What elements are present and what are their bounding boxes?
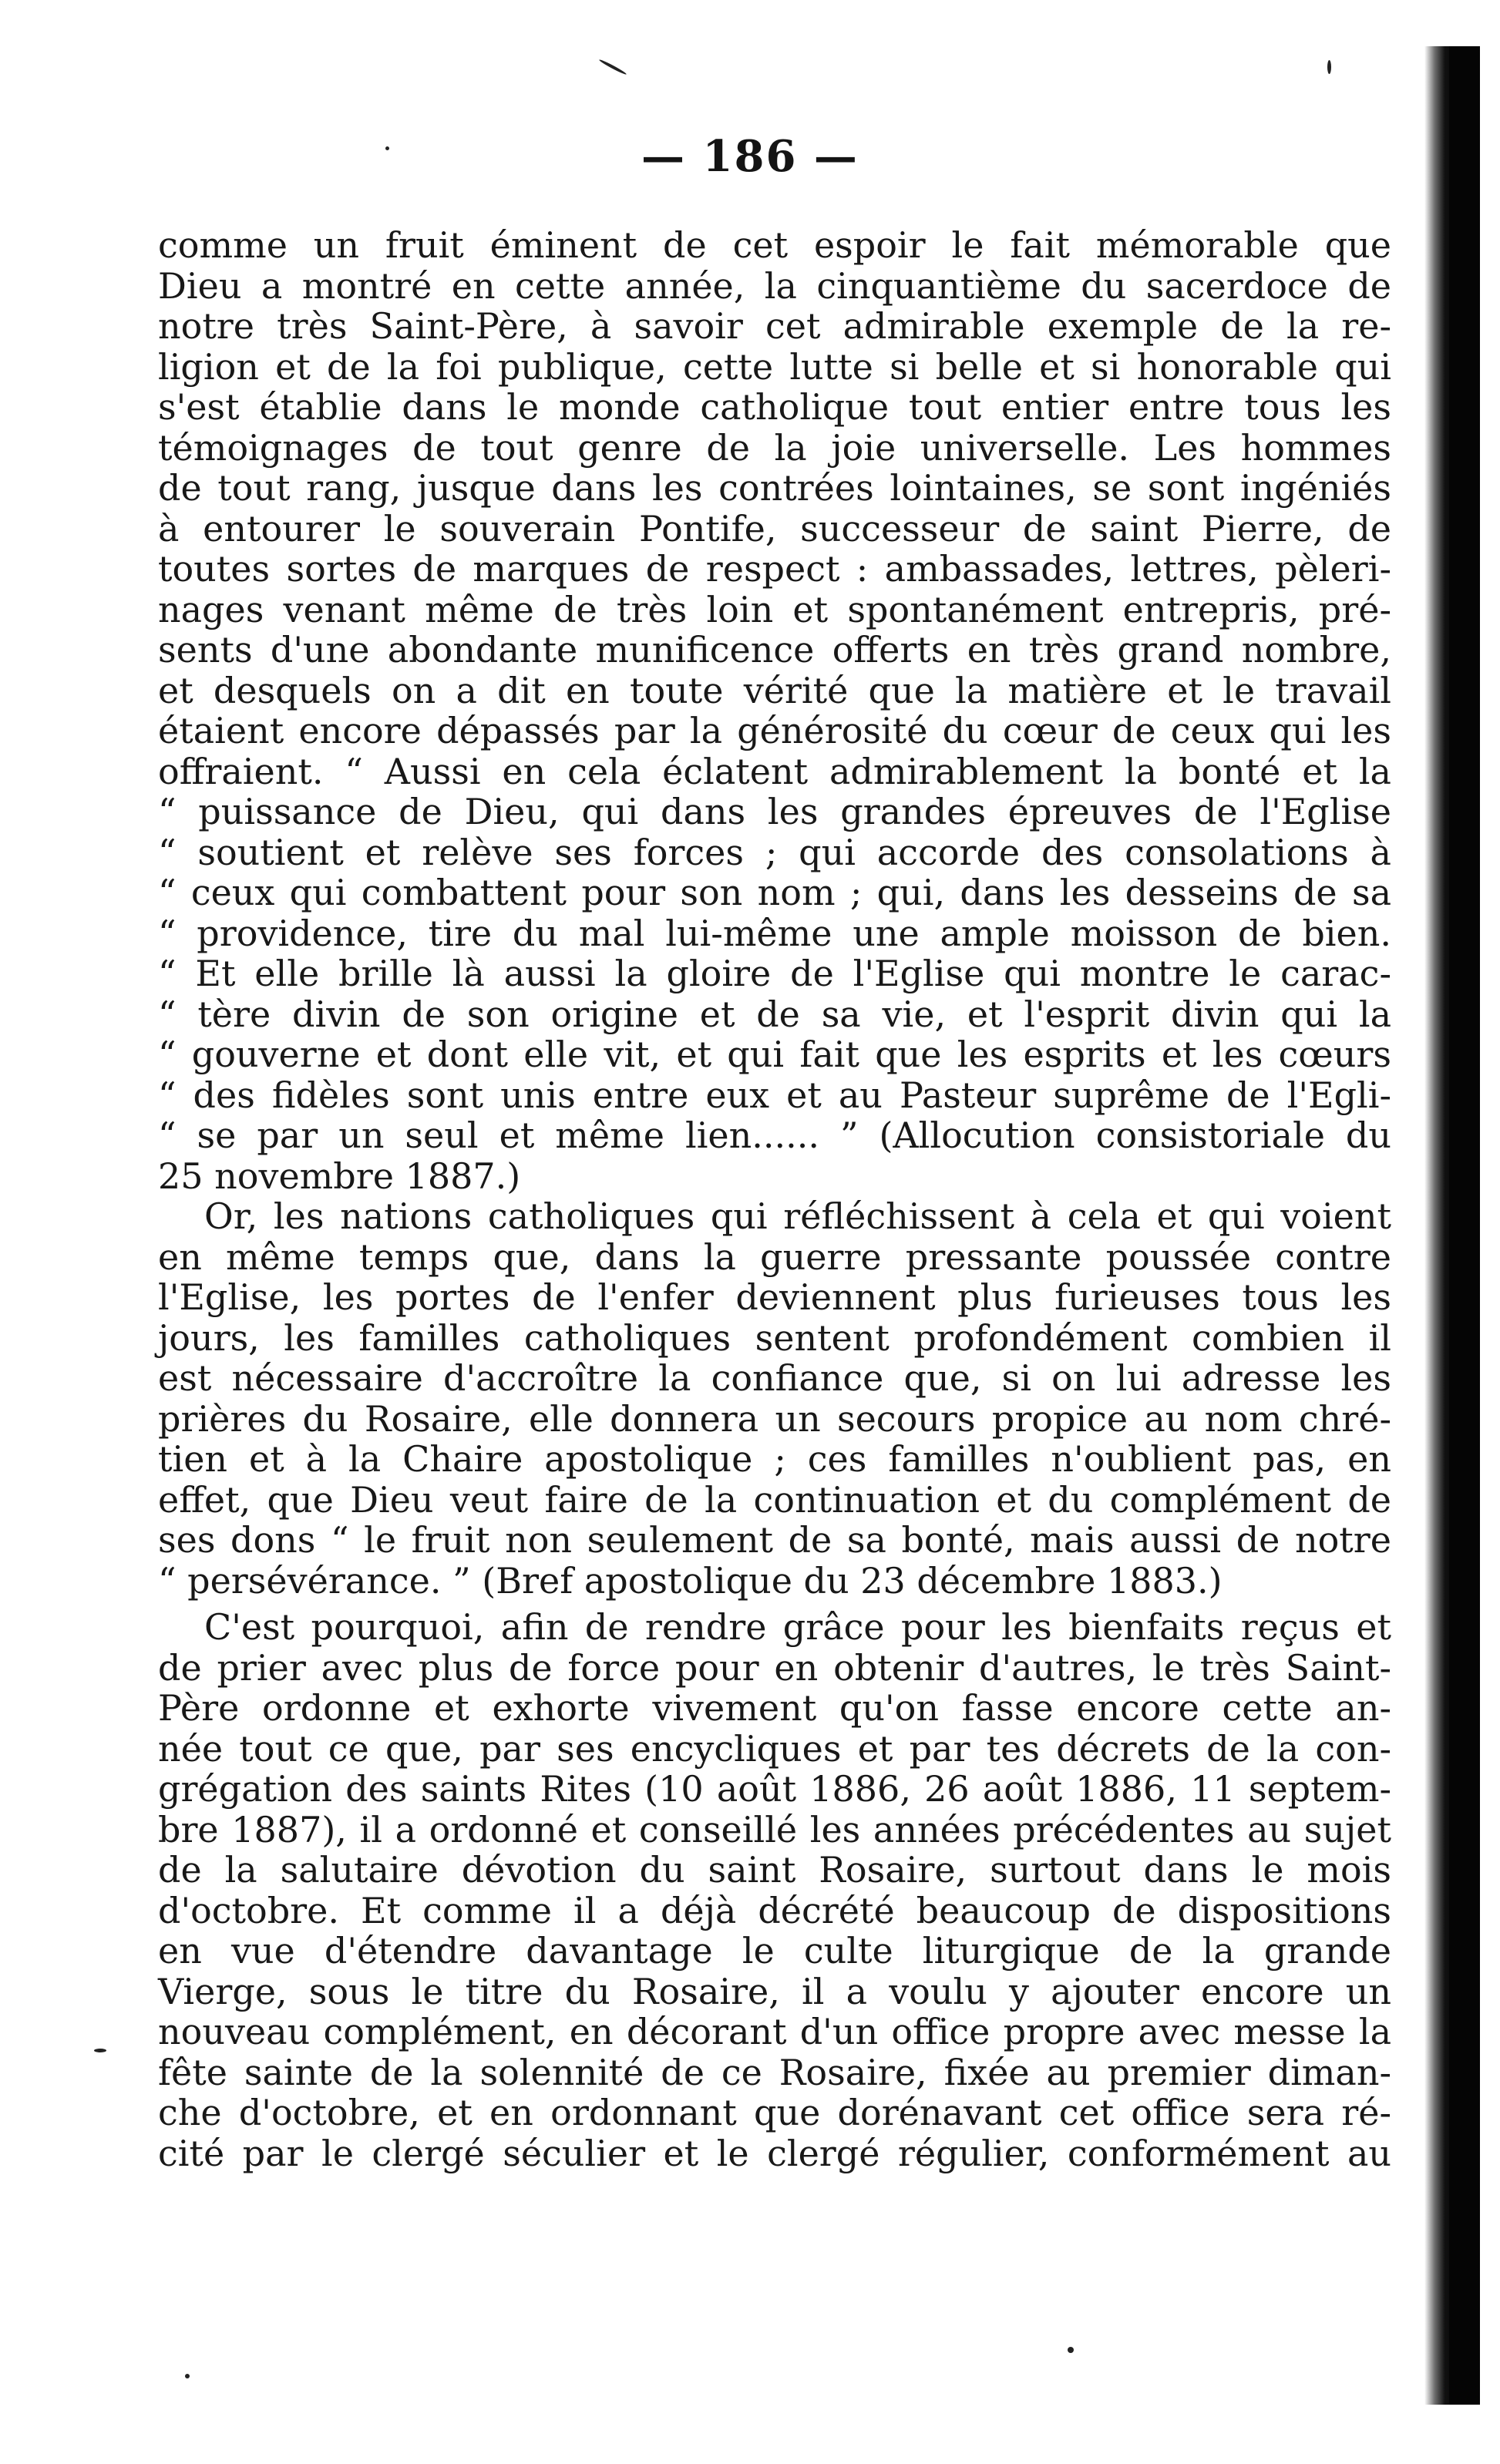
paragraph-2 — [158, 1196, 1391, 1601]
scan-speck — [1068, 2347, 1074, 2353]
text-line: “ tère divin de son origine et de sa vie, et l'esprit divin qui la — [158, 993, 1391, 1035]
text-line: “ persévérance. ” (Bref apostolique du 23 décembre 1883.) — [158, 1559, 1223, 1602]
text-line: effet, que Dieu veut faire de la continuation et du complément de — [158, 1478, 1391, 1521]
text-line: Père ordonne et exhorte vivement qu'on fasse encore cette an- — [158, 1687, 1391, 1729]
text-line: de prier avec plus de force pour en obtenir d'autres, le très Saint- — [158, 1646, 1391, 1689]
text-line: Vierge, sous le titre du Rosaire, il a voulu y ajouter encore un — [158, 1970, 1391, 2012]
text-line: étaient encore dépassés par la générosité du cœur de ceux qui les — [158, 710, 1391, 751]
text-line: est nécessaire d'accroître la confiance que, si on lui adresse les — [158, 1357, 1391, 1399]
text-line: née tout ce que, par ses encycliques et par tes décrets de la con- — [158, 1727, 1391, 1770]
text-line: “ ceux qui combattent pour son nom ; qui, dans les desseins de sa — [158, 872, 1391, 913]
text-line: fête sainte de la solennité de ce Rosaire, fixée au premier diman- — [158, 2051, 1391, 2093]
text-line: offraient. “ Aussi en cela éclatent admirablement la bonté et la — [158, 750, 1391, 792]
body-text — [158, 225, 1391, 2173]
paragraph-1 — [158, 225, 1391, 1196]
scan-speck — [598, 59, 627, 76]
text-line: C'est pourquoi, afin de rendre grâce pour les bienfaits reçus et — [204, 1606, 1391, 1648]
text-line: “ soutient et relève ses forces ; qui accorde des consolations à — [158, 831, 1391, 873]
text-line: grégation des saints Rites (10 août 1886, 26 août 1886, 11 septem- — [158, 1768, 1391, 1810]
binding-edge — [1449, 46, 1480, 2405]
text-line: en vue d'étendre davantage le culte liturgique de la grande — [158, 1930, 1391, 1972]
text-line: “ gouverne et dont elle vit, et qui fait que les esprits et les cœurs — [158, 1034, 1391, 1075]
text-line: prières du Rosaire, elle donnera un secours propice au nom chré- — [158, 1397, 1391, 1440]
scan-speck — [385, 146, 389, 150]
text-line: de la salutaire dévotion du saint Rosaire, surtout dans le mois — [158, 1849, 1391, 1891]
text-line: d'octobre. Et comme il a déjà décrété beaucoup de dispositions — [158, 1889, 1391, 1931]
scan-speck — [1327, 60, 1331, 74]
text-line: bre 1887), il a ordonné et conseillé les années précédentes au sujet — [158, 1808, 1391, 1851]
text-line: notre très Saint-Père, à savoir cet admirable exemple de la re- — [158, 305, 1391, 347]
scan-speck — [185, 2374, 190, 2378]
scan-speck — [94, 2049, 106, 2052]
text-line: sents d'une abondante munificence offerts en très grand nombre, — [158, 629, 1391, 671]
text-line: en même temps que, dans la guerre pressante poussée contre — [158, 1235, 1391, 1278]
text-line: tien et à la Chaire apostolique ; ces familles n'oublient pas, en — [158, 1438, 1391, 1480]
text-line: témoignages de tout genre de la joie universelle. Les hommes — [158, 426, 1391, 469]
text-line: Or, les nations catholiques qui réfléchissent à cela et qui voient — [204, 1195, 1391, 1237]
text-line: “ puissance de Dieu, qui dans les grandes épreuves de l'Eglise — [158, 791, 1391, 832]
text-line: l'Eglise, les portes de l'enfer deviennent plus furieuses tous les — [158, 1276, 1391, 1318]
text-line: “ se par un seul et même lien...... ” (Allocution consistoriale du — [158, 1114, 1391, 1156]
text-line: che d'octobre, et en ordonnant que dorénavant cet office sera ré- — [158, 2092, 1391, 2133]
text-line: ligion et de la foi publique, cette lutte si belle et si honorable qui — [158, 345, 1391, 388]
text-line: “ Et elle brille là aussi la gloire de l'Eglise qui montre le carac- — [158, 953, 1391, 994]
paragraph-3 — [158, 1607, 1391, 2173]
text-line: cité par le clergé séculier et le clergé régulier, conformément au — [158, 2132, 1391, 2174]
page-number: — 186 — — [641, 131, 859, 182]
text-line: et desquels on a dit en toute vérité que la matière et le travail — [158, 669, 1391, 711]
text-line: comme un fruit éminent de cet espoir le fait mémorable que — [158, 224, 1391, 266]
text-line: toutes sortes de marques de respect : ambassades, lettres, pèleri- — [158, 548, 1391, 590]
text-line: ses dons “ le fruit non seulement de sa bonté, mais aussi de notre — [158, 1519, 1391, 1561]
text-line: Dieu a montré en cette année, la cinquantième du sacerdoce de — [158, 264, 1391, 307]
text-line: nages venant même de très loin et spontanément entrepris, pré- — [158, 588, 1391, 630]
text-line: nouveau complément, en décorant d'un office propre avec messe la — [158, 2011, 1391, 2052]
text-line: de tout rang, jusque dans les contrées lointaines, se sont ingéniés — [158, 467, 1391, 509]
text-line: “ des fidèles sont unis entre eux et au Pasteur suprême de l'Egli- — [158, 1074, 1391, 1116]
text-line: “ providence, tire du mal lui-même une ample moisson de bien. — [158, 912, 1391, 954]
text-line: s'est établie dans le monde catholique tout entier entre tous les — [158, 386, 1391, 428]
text-line: à entourer le souverain Pontife, successeur de saint Pierre, de — [158, 507, 1391, 550]
text-line: jours, les familles catholiques sentent profondément combien il — [158, 1316, 1391, 1359]
text-line: 25 novembre 1887.) — [158, 1155, 521, 1197]
